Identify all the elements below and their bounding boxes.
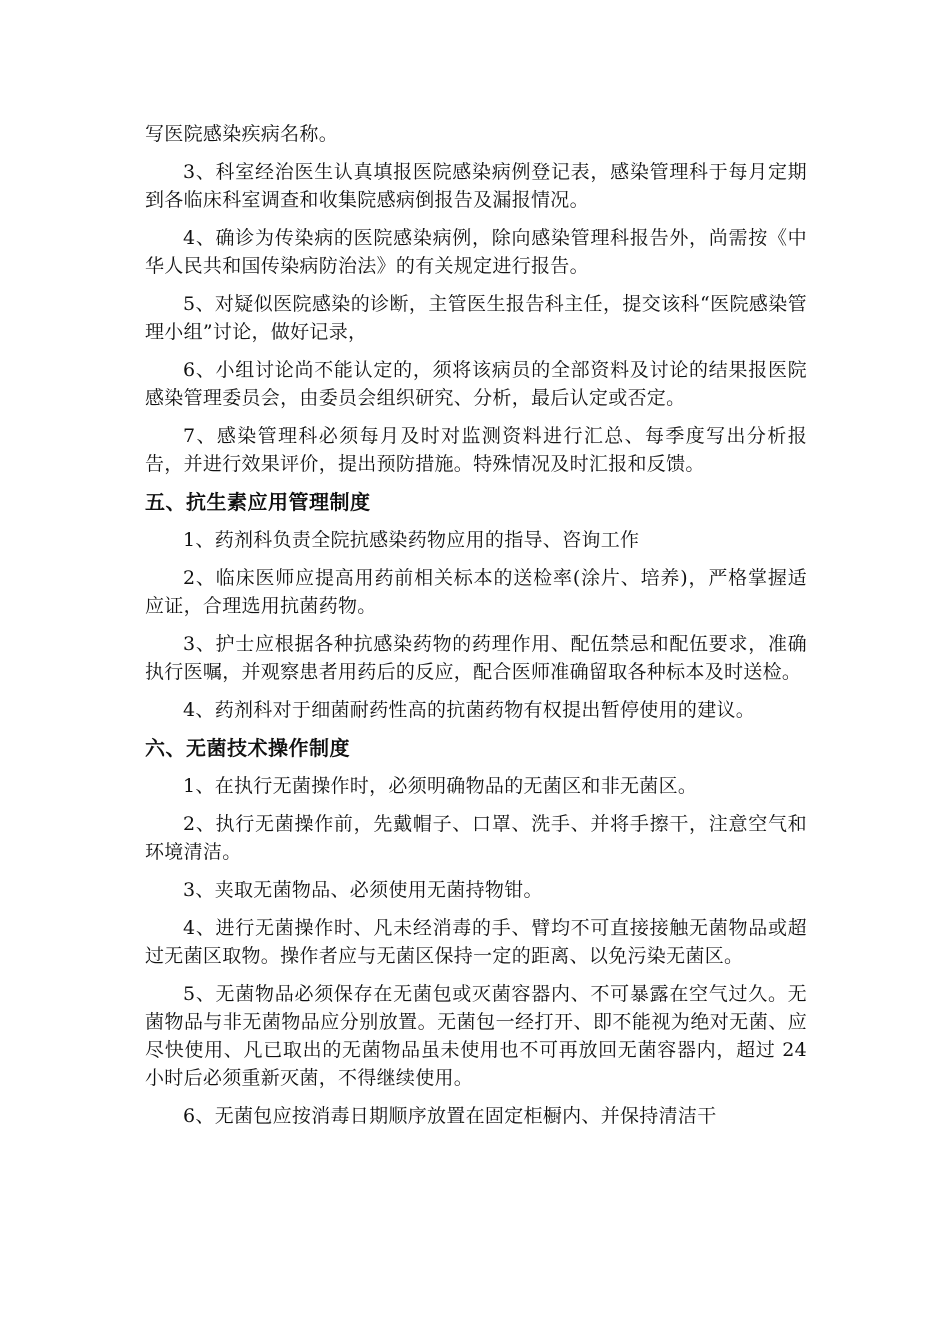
section-five-item-3: 3、护士应根据各种抗感染药物的药理作用、配伍禁忌和配伍要求，准确执行医嘱，并观察患者用药后的反应，配合医师准确留取各种标本及时送检。 (145, 633, 807, 683)
document-body (145, 120, 807, 1140)
section-six-item-1: 1、在执行无菌操作时，必须明确物品的无菌区和非无菌区。 (183, 775, 698, 797)
section-five-heading: 五、抗生素应用管理制度 (145, 490, 371, 514)
section-six-item-5: 5、无菌物品必须保存在无菌包或灭菌容器内、不可暴露在空气过久。无菌物品与非无菌物品应分别放置。无菌包一经打开、即不能视为绝对无菌、应尽快使用、凡已取出的无菌物品虽未使用也不可再放回无菌容器内，超过 24 小时后必须重新灭菌，不得继续使用。 (145, 983, 807, 1089)
section-six-item-3: 3、夹取无菌物品、必须使用无菌持物钳。 (183, 879, 543, 901)
continuation-text: 写医院感染疾病名称。 (145, 123, 339, 145)
section-four-item-7: 7、感染管理科必须每月及时对监测资料进行汇总、每季度写出分析报告，并进行效果评价，提出预防措施。特殊情况及时汇报和反馈。 (145, 425, 807, 475)
section-five-item-4: 4、药剂科对于细菌耐药性高的抗菌药物有权提出暂停使用的建议。 (183, 699, 756, 721)
section-five-item-1: 1、药剂科负责全院抗感染药物应用的指导、咨询工作 (183, 529, 640, 551)
section-six-heading: 六、无菌技术操作制度 (145, 736, 350, 760)
section-four-item-4: 4、确诊为传染病的医院感染病例，除向感染管理科报告外，尚需按《中华人民共和国传染病防治法》的有关规定进行报告。 (145, 227, 807, 277)
section-four-item-3: 3、科室经治医生认真填报医院感染病例登记表，感染管理科于每月定期到各临床科室调查和收集院感病倒报告及漏报情况。 (145, 161, 807, 211)
section-six-item-2: 2、执行无菌操作前，先戴帽子、口罩、洗手、并将手擦干，注意空气和环境清洁。 (145, 813, 807, 863)
section-six-item-6: 6、无菌包应按消毒日期顺序放置在固定柜橱内、并保持清洁干 (183, 1105, 717, 1127)
section-six-item-4: 4、进行无菌操作时、凡未经消毒的手、臂均不可直接接触无菌物品或超过无菌区取物。操作者应与无菌区保持一定的距离、以免污染无菌区。 (145, 917, 807, 967)
section-four-item-6: 6、小组讨论尚不能认定的，须将该病员的全部资料及讨论的结果报医院感染管理委员会，由委员会组织研究、分析，最后认定或否定。 (145, 359, 807, 409)
section-five-item-2: 2、临床医师应提高用药前相关标本的送检率(涂片、培养)，严格掌握适应证，合理选用抗菌药物。 (145, 567, 807, 617)
section-four-item-5: 5、对疑似医院感染的诊断，主管医生报告科主任，提交该科“医院感染管理小组”讨论，做好记录， (145, 293, 807, 343)
